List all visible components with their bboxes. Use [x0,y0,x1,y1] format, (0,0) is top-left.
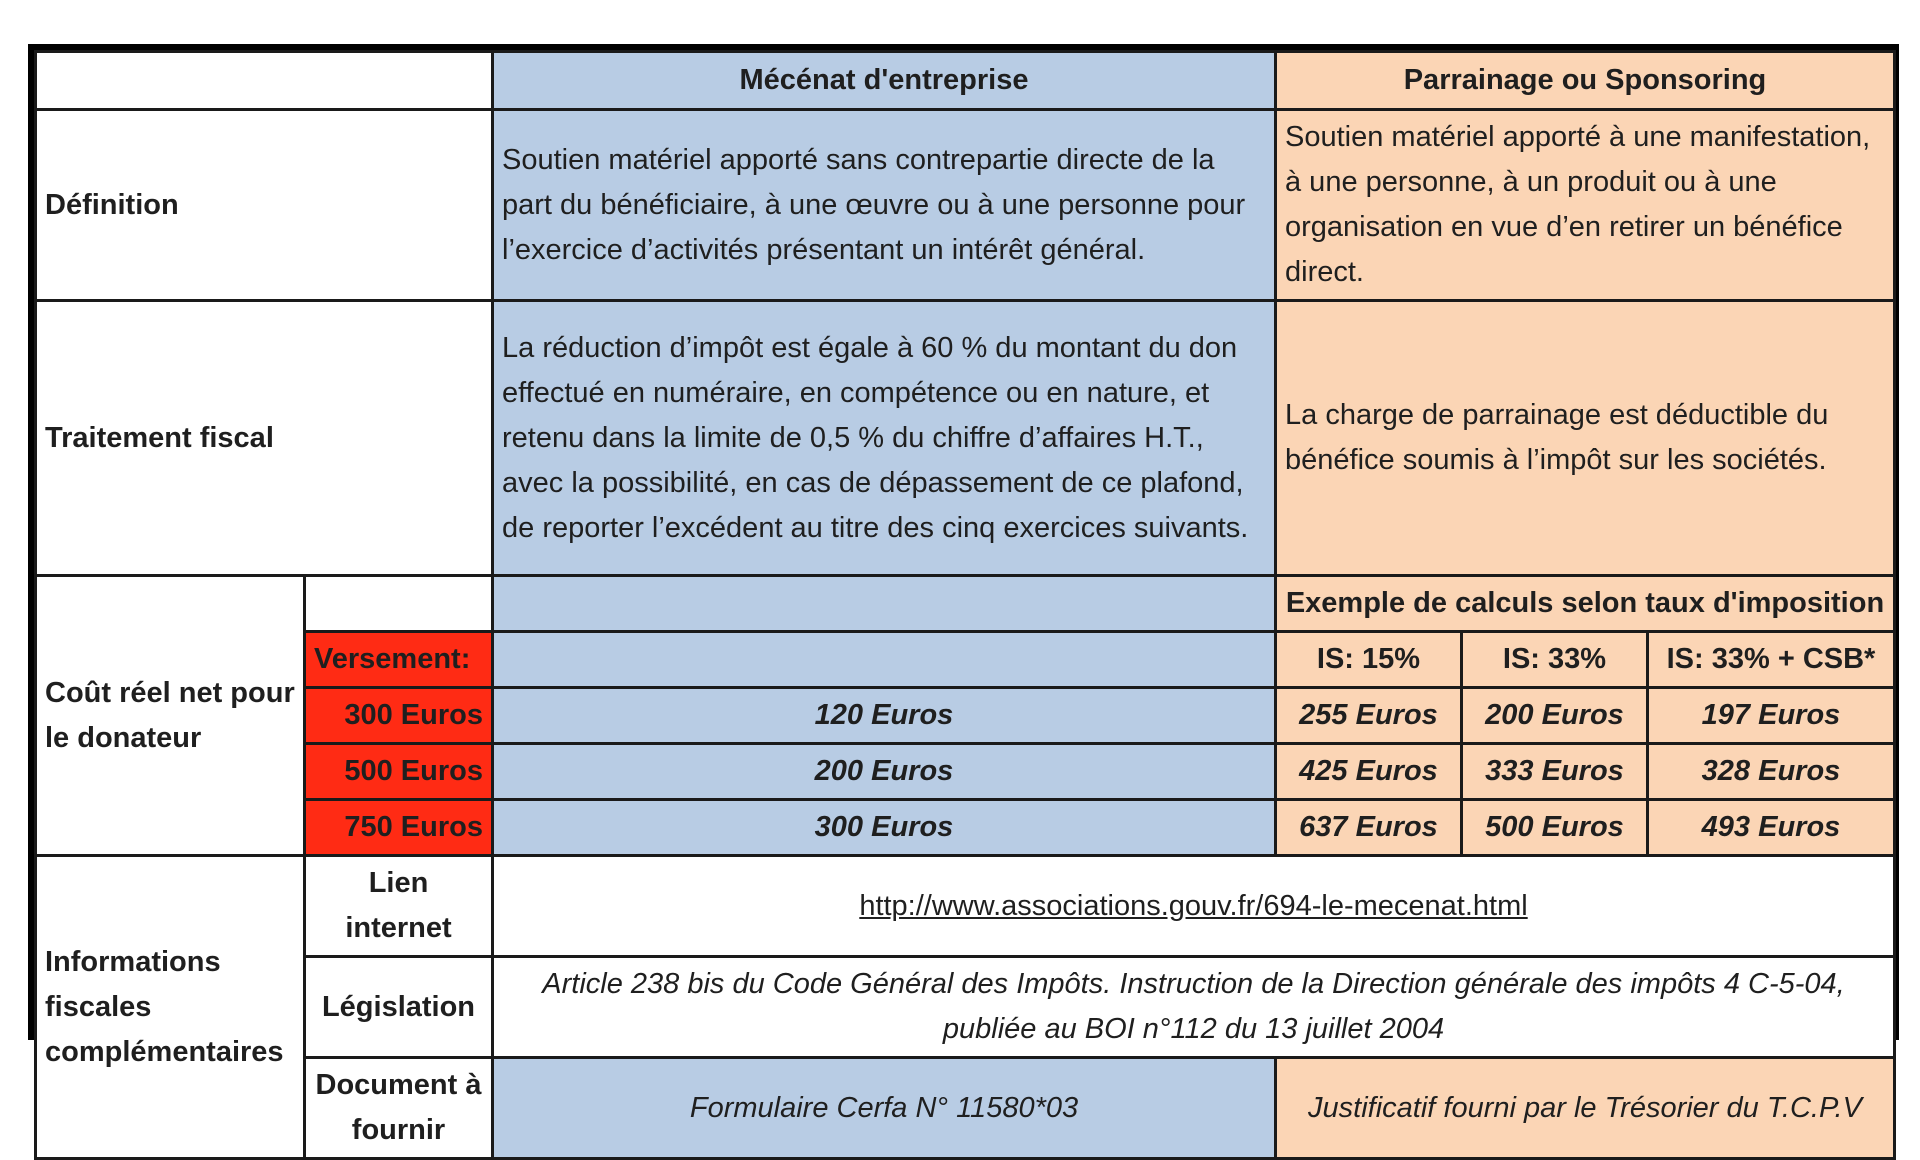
tax-header-is15: IS: 15% [1276,632,1462,688]
table-frame [28,44,1899,1146]
versement-amount: 300 Euros [305,688,493,744]
infos-label: Informations fiscales complémentaires [36,856,305,1159]
cost-csb: 493 Euros [1648,800,1895,856]
header-row [36,52,1895,110]
cost-csb: 197 Euros [1648,688,1895,744]
cost-is33: 500 Euros [1462,800,1648,856]
traitement-mecenat: La réduction d’impôt est égale à 60 % du montant du don effectué en numéraire, en compétence ou en nature, et retenu dans la limite de 0,5 % du chiffre d’affaires H.T., avec la possibilité, en cas de dépassement de ce plafond, de reporter l’excédent au titre des cinq exercices suivants. [493,301,1276,576]
cost-is15: 255 Euros [1276,688,1462,744]
legislation-label: Législation [305,957,493,1058]
versement-label: Versement: [305,632,493,688]
document-mecenat: Formulaire Cerfa N° 11580*03 [493,1058,1276,1159]
cost-is15: 637 Euros [1276,800,1462,856]
traitement-parrainage: La charge de parrainage est déductible du bénéfice soumis à l’impôt sur les sociétés. [1276,301,1895,576]
mecenat-cost: 120 Euros [493,688,1276,744]
document-parrainage: Justificatif fourni par le Trésorier du T.C.P.V [1276,1058,1895,1159]
cout-example-row [36,576,1895,632]
versement-amount: 750 Euros [305,800,493,856]
definition-label: Définition [36,110,493,301]
lien-url-link[interactable]: http://www.associations.gouv.fr/694-le-mecenat.html [493,856,1895,957]
lien-row [36,856,1895,957]
versement-amount: 500 Euros [305,744,493,800]
legislation-row [36,957,1895,1058]
cout-label: Coût réel net pour le donateur [36,576,305,856]
amount-row [36,744,1895,800]
header-mecenat: Mécénat d'entreprise [493,52,1276,110]
cost-is33: 200 Euros [1462,688,1648,744]
versement-mecenat-empty [493,632,1276,688]
tax-header-csb: IS: 33% + CSB* [1648,632,1895,688]
document-label: Document à fournir [305,1058,493,1159]
comparison-table [34,50,1896,1160]
lien-label: Lien internet [305,856,493,957]
cost-is33: 333 Euros [1462,744,1648,800]
header-parrainage: Parrainage ou Sponsoring [1276,52,1895,110]
example-header: Exemple de calculs selon taux d'imposition [1276,576,1895,632]
tax-header-is33: IS: 33% [1462,632,1648,688]
legislation-text: Article 238 bis du Code Général des Impôts. Instruction de la Direction générale des impôts 4 C-5-04, publiée au BOI n°112 du 13 juillet 2004 [493,957,1895,1058]
definition-row [36,110,1895,301]
definition-parrainage: Soutien matériel apporté à une manifestation, à une personne, à un produit ou à une organisation en vue d’en retirer un bénéfice direct. [1276,110,1895,301]
amount-row [36,688,1895,744]
traitement-label: Traitement fiscal [36,301,493,576]
mecenat-cost: 300 Euros [493,800,1276,856]
cost-csb: 328 Euros [1648,744,1895,800]
cost-is15: 425 Euros [1276,744,1462,800]
amount-row [36,800,1895,856]
document-row [36,1058,1895,1159]
definition-mecenat: Soutien matériel apporté sans contrepartie directe de la part du bénéficiaire, à une œuvre ou à une personne pour l’exercice d’activités présentant un intérêt général. [493,110,1276,301]
cout-empty-cell [305,576,493,632]
tax-header-row [36,632,1895,688]
traitement-row [36,301,1895,576]
header-empty-cell [36,52,493,110]
mecenat-cost: 200 Euros [493,744,1276,800]
cout-mecenat-empty [493,576,1276,632]
